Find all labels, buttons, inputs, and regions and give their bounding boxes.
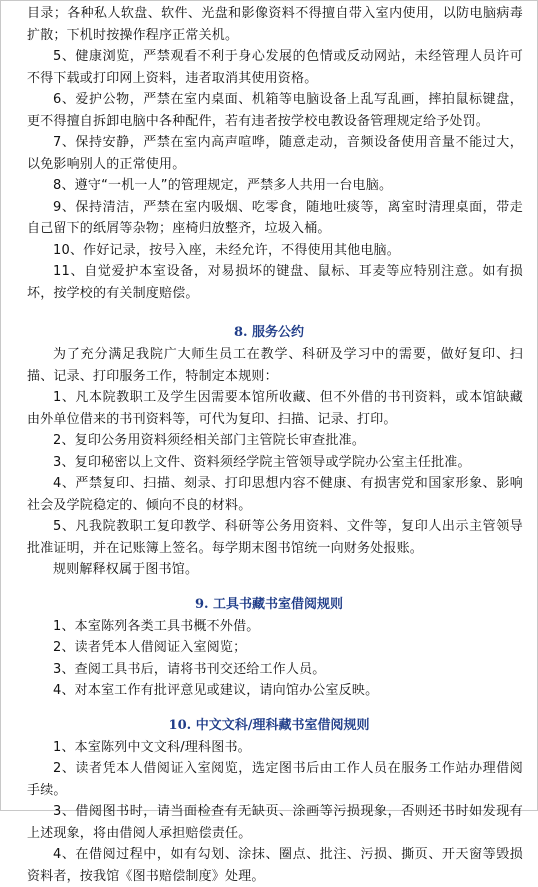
rule-item: 1、凡本院教职工及学生因需要本馆所收藏、但不外借的书刊资料，或本馆缺藏由外单位借来的书刊资料等，可代为复印、扫描、记录、打印。 — [1, 387, 537, 430]
rule-item: 5、健康浏览，严禁观看不利于身心发展的色情或反动网站，未经管理人员许可不得下载或打印网上资料，违者取消其使用资格。 — [1, 46, 537, 89]
rule-item: 5、凡我院教职工复印教学、科研等公务用资料、文件等，复印人出示主管领导批准证明，并在记账簿上签名。每学期末图书馆统一向财务处报账。 — [1, 516, 537, 559]
rule-item: 1、本室陈列各类工具书概不外借。 — [1, 616, 537, 638]
paragraph: 规则解释权属于图书馆。 — [1, 559, 537, 581]
rule-item: 3、查阅工具书后，请将书刊交还给工作人员。 — [1, 659, 537, 681]
rule-item: 3、复印秘密以上文件、资料须经学院主管领导或学院办公室主任批准。 — [1, 452, 537, 474]
rule-item: 9、保持清洁，严禁在室内吸烟、吃零食，随地吐痰等，离室时清理桌面，带走自己留下的纸屑等杂物；座椅归放整齐，垃圾入桶。 — [1, 197, 537, 240]
rule-item: 2、读者凭本人借阅证入室阅览，选定图书后由工作人员在服务工作站办理借阅手续。 — [1, 758, 537, 801]
section-7-continued — [1, 3, 537, 304]
section-10 — [1, 715, 537, 887]
rule-item: 6、爱护公物，严禁在室内桌面、机箱等电脑设备上乱写乱画，摔拍鼠标键盘，更不得擅自拆卸电脑中各种配件，若有违者按学校电教设备管理规定给予处罚。 — [1, 89, 537, 132]
section-heading: 10. 中文文科/理科藏书室借阅规则 — [1, 715, 537, 737]
rule-item: 10、作好记录，按号入座，未经允许，不得使用其他电脑。 — [1, 240, 537, 262]
section-heading: 8. 服务公约 — [1, 322, 537, 344]
rule-item: 7、保持安静，严禁在室内高声喧哗，随意走动，音频设备使用音量不能过大，以免影响别人的正常使用。 — [1, 132, 537, 175]
rule-item: 2、复印公务用资料须经相关部门主管院长审查批准。 — [1, 430, 537, 452]
section-8 — [1, 322, 537, 581]
section-9 — [1, 594, 537, 702]
rule-item: 4、严禁复印、扫描、刻录、打印思想内容不健康、有损害党和国家形象、影响社会及学院稳定的、倾向不良的材料。 — [1, 473, 537, 516]
paragraph: 目录；各种私人软盘、软件、光盘和影像资料不得擅自带入室内使用，以防电脑病毒扩散；下机时按操作程序正常关机。 — [1, 3, 537, 46]
rule-item: 8、遵守“一机一人”的管理规定，严禁多人共用一台电脑。 — [1, 175, 537, 197]
paragraph: 为了充分满足我院广大师生员工在教学、科研及学习中的需要，做好复印、扫描、记录、打印服务工作，特制定本规则： — [1, 344, 537, 387]
rule-item: 4、在借阅过程中，如有勾划、涂抹、圈点、批注、污损、撕页、开天窗等毁损资料者，按我馆《图书赔偿制度》处理。 — [1, 844, 537, 887]
rule-item: 2、读者凭本人借阅证入室阅览； — [1, 637, 537, 659]
section-heading: 9. 工具书藏书室借阅规则 — [1, 594, 537, 616]
rule-item: 3、借阅图书时，请当面检查有无缺页、涂画等污损现象，否则还书时如发现有上述现象，将由借阅人承担赔偿责任。 — [1, 801, 537, 844]
rule-item: 1、本室陈列中文文科/理科图书。 — [1, 737, 537, 759]
rule-item: 4、对本室工作有批评意见或建议，请向馆办公室反映。 — [1, 680, 537, 702]
rule-item: 11、自觉爱护本室设备，对易损坏的键盘、鼠标、耳麦等应特别注意。如有损坏，按学校的有关制度赔偿。 — [1, 261, 537, 304]
